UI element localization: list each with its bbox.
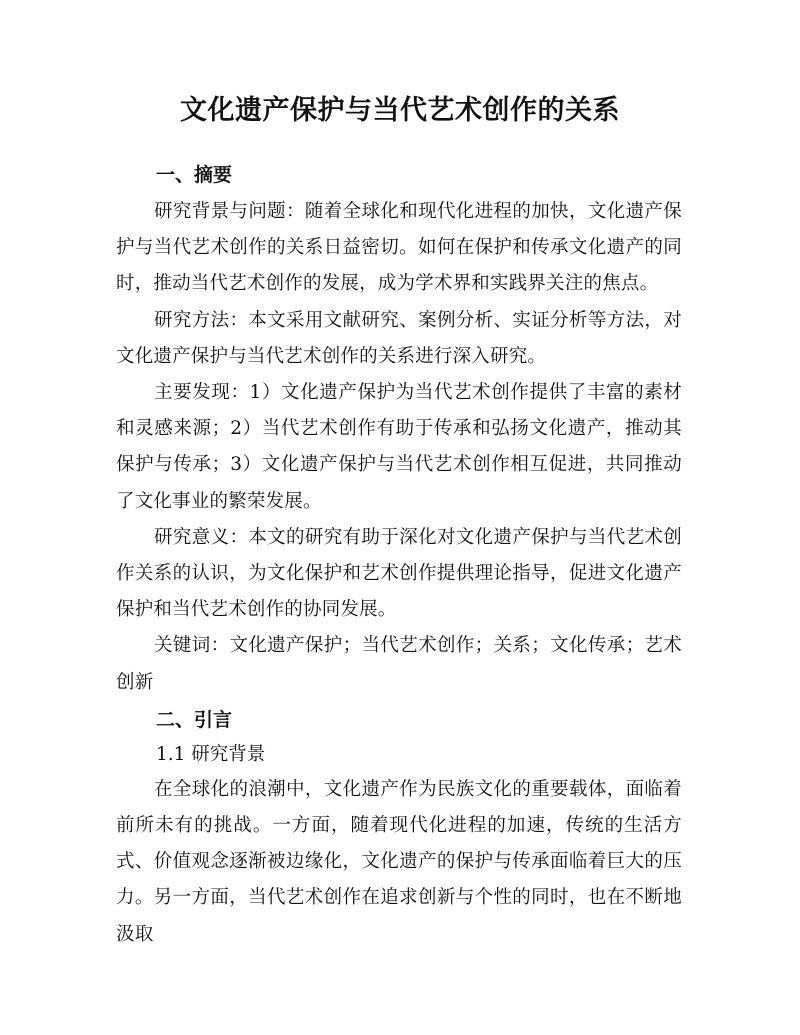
- section-heading-abstract: 一、摘要: [156, 164, 233, 186]
- abstract-methods-paragraph: 研究方法：本文采用文献研究、案例分析、实证分析等方法，对文化遗产保护与当代艺术创作的关系进行深入研究。: [116, 309, 682, 367]
- subsection-title-background: 1.1 研究背景: [156, 743, 266, 765]
- abstract-background-paragraph: 研究背景与问题：随着全球化和现代化进程的加快，文化遗产保护与当代艺术创作的关系日益密切。如何在保护和传承文化遗产的同时，推动当代艺术创作的发展，成为学术界和实践界关注的焦点。: [116, 201, 682, 295]
- abstract-keywords: 关键词：文化遗产保护；当代艺术创作；关系；文化传承；艺术创新: [116, 635, 682, 693]
- section-heading-introduction: 二、引言: [156, 708, 233, 731]
- abstract-findings-paragraph: 主要发现：1）文化遗产保护为当代艺术创作提供了丰富的素材和灵感来源；2）当代艺术创作有助于传承和弘扬文化遗产，推动其保护与传承；3）文化遗产保护与当代艺术创作相互促进，共同推动了文化事业的繁荣发展。: [116, 382, 682, 512]
- abstract-significance-paragraph: 研究意义：本文的研究有助于深化对文化遗产保护与当代艺术创作关系的认识，为文化保护和艺术创作提供理论指导，促进文化遗产保护和当代艺术创作的协同发展。: [116, 526, 682, 621]
- document-title: 文化遗产保护与当代艺术创作的关系: [180, 95, 620, 126]
- introduction-paragraph: 在全球化的浪潮中，文化遗产作为民族文化的重要载体，面临着前所未有的挑战。一方面，随着现代化进程的加速，传统的生活方式、价值观念逐渐被边缘化，文化遗产的保护与传承面临着巨大的压力。另一方面，当代艺术创作在追求创新与个性的同时，也在不断地汲取: [116, 778, 682, 945]
